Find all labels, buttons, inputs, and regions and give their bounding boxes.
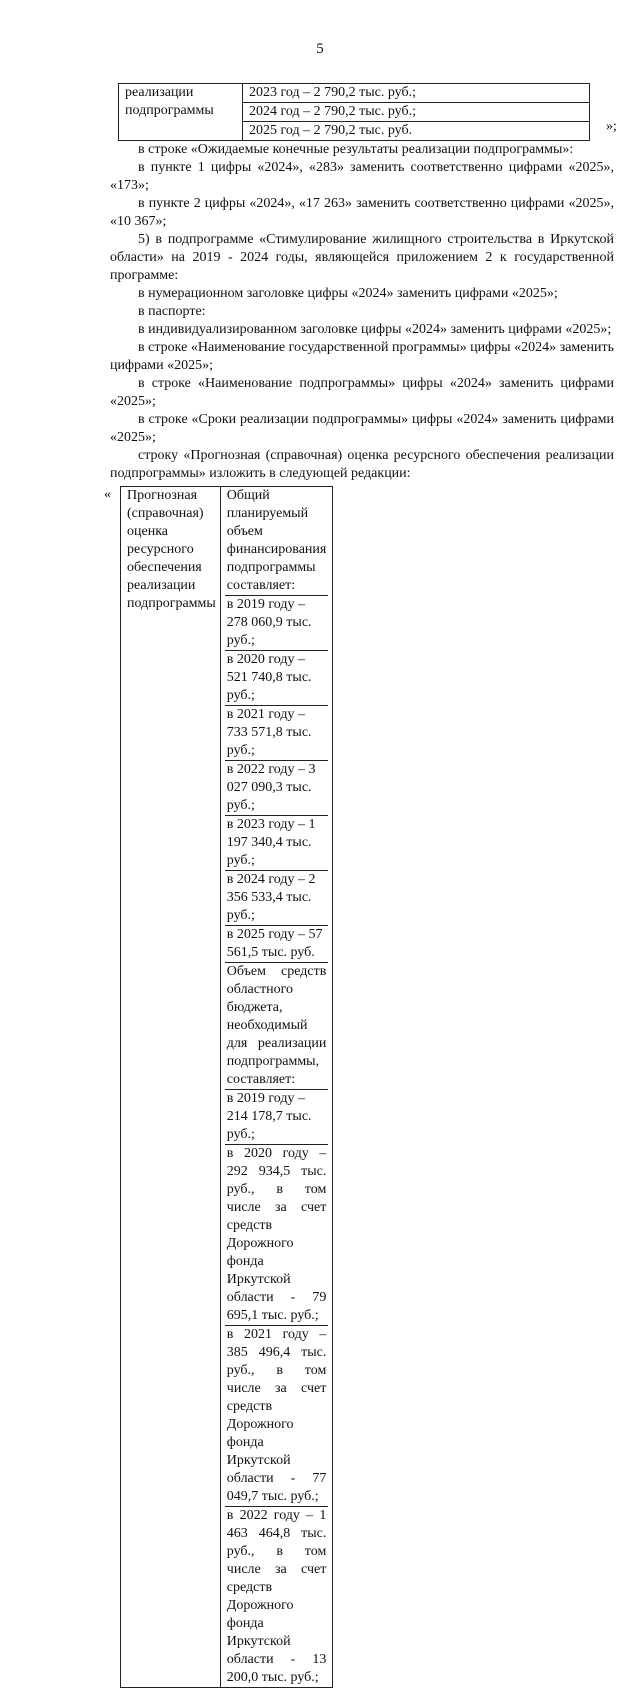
label-line: Прогнозная xyxy=(127,488,198,503)
opening-quote: « xyxy=(104,487,111,502)
paragraph: в индивидуализированном заголовке цифры «2024» заменить цифрами «2025»; xyxy=(138,322,612,337)
closing-quote: »; xyxy=(606,119,617,134)
regional-row: в 2021 году – 385 496,4 тыс. руб., в том числе за счет средств Дорожного фонда Иркутской области - 77 049,7 тыс. руб.; xyxy=(225,1326,329,1507)
paragraph: в пункте 2 цифры «2024», «17 263» заменить соответственно цифрами «2025», «10 367»; xyxy=(110,196,614,229)
regional-row: в 2019 году – 214 178,7 тыс. руб.; xyxy=(225,1090,329,1145)
page-number: 5 xyxy=(316,41,324,57)
funding-table-label xyxy=(121,487,221,1688)
body-text xyxy=(110,141,614,483)
paragraph: в пункте 1 цифры «2024», «283» заменить соответственно цифрами «2025», «173»; xyxy=(110,160,614,193)
funding-table xyxy=(120,486,333,1688)
paragraph: в строке «Наименование государственной программы» цифры «2024» заменить цифрами «2025»; xyxy=(110,340,614,373)
total-row: в 2019 году – 278 060,9 тыс. руб.; xyxy=(225,596,329,651)
regional-row: в 2022 году – 1 463 464,8 тыс. руб., в том числе за счет средств Дорожного фонда Иркутской области - 13 200,0 тыс. руб.; xyxy=(226,1508,327,1685)
paragraph: в паспорте: xyxy=(138,304,206,319)
total-row: в 2022 году – 3 027 090,3 тыс. руб.; xyxy=(225,761,329,816)
top-table-value: 2025 год – 2 790,2 тыс. руб. xyxy=(243,122,590,141)
top-table-value: 2023 год – 2 790,2 тыс. руб.; xyxy=(243,84,590,103)
regional-header: Объем средств областного бюджета, необходимый для реализации подпрограммы, составляет: xyxy=(225,963,329,1090)
funding-table-values xyxy=(220,487,333,1688)
total-row: в 2023 году – 1 197 340,4 тыс. руб.; xyxy=(225,816,329,871)
paragraph: в нумерационном заголовке цифры «2024» заменить цифрами «2025»; xyxy=(138,286,558,301)
top-table-label: реализации подпрограммы xyxy=(119,84,243,141)
regional-row: в 2020 году – 292 934,5 тыс. руб., в том числе за счет средств Дорожного фонда Иркутской области - 79 695,1 тыс. руб.; xyxy=(225,1145,329,1326)
paragraph: в строке «Сроки реализации подпрограммы» цифры «2024» заменить цифрами «2025»; xyxy=(110,412,614,445)
top-table xyxy=(118,83,590,141)
label-line: обеспечения xyxy=(127,560,202,575)
paragraph: 5) в подпрограмме «Стимулирование жилищного строительства в Иркутской области» на 2019 - 2024 годы, являющейся приложением 2 к государственной программе: xyxy=(110,232,614,283)
total-row: в 2020 году – 521 740,8 тыс. руб.; xyxy=(225,651,329,706)
paragraph: в строке «Ожидаемые конечные результаты реализации подпрограммы»: xyxy=(138,142,574,157)
top-table-value: 2024 год – 2 790,2 тыс. руб.; xyxy=(243,103,590,122)
label-line: ресурсного xyxy=(127,542,194,557)
total-header: Общий планируемый объем финансирования подпрограммы составляет: xyxy=(225,487,329,596)
label-line: реализации xyxy=(127,578,196,593)
label-line: (справочная) xyxy=(127,506,204,521)
total-row: в 2021 году – 733 571,8 тыс. руб.; xyxy=(225,706,329,761)
label-line: оценка xyxy=(127,524,169,539)
total-row: в 2025 году – 57 561,5 тыс. руб. xyxy=(225,926,329,963)
paragraph: в строке «Наименование подпрограммы» цифры «2024» заменить цифрами «2025»; xyxy=(110,376,614,409)
total-row: в 2024 году – 2 356 533,4 тыс. руб.; xyxy=(225,871,329,926)
paragraph: строку «Прогнозная (справочная) оценка ресурсного обеспечения реализации подпрограммы» изложить в следующей редакции: xyxy=(110,448,614,481)
label-line: подпрограммы xyxy=(127,596,216,611)
